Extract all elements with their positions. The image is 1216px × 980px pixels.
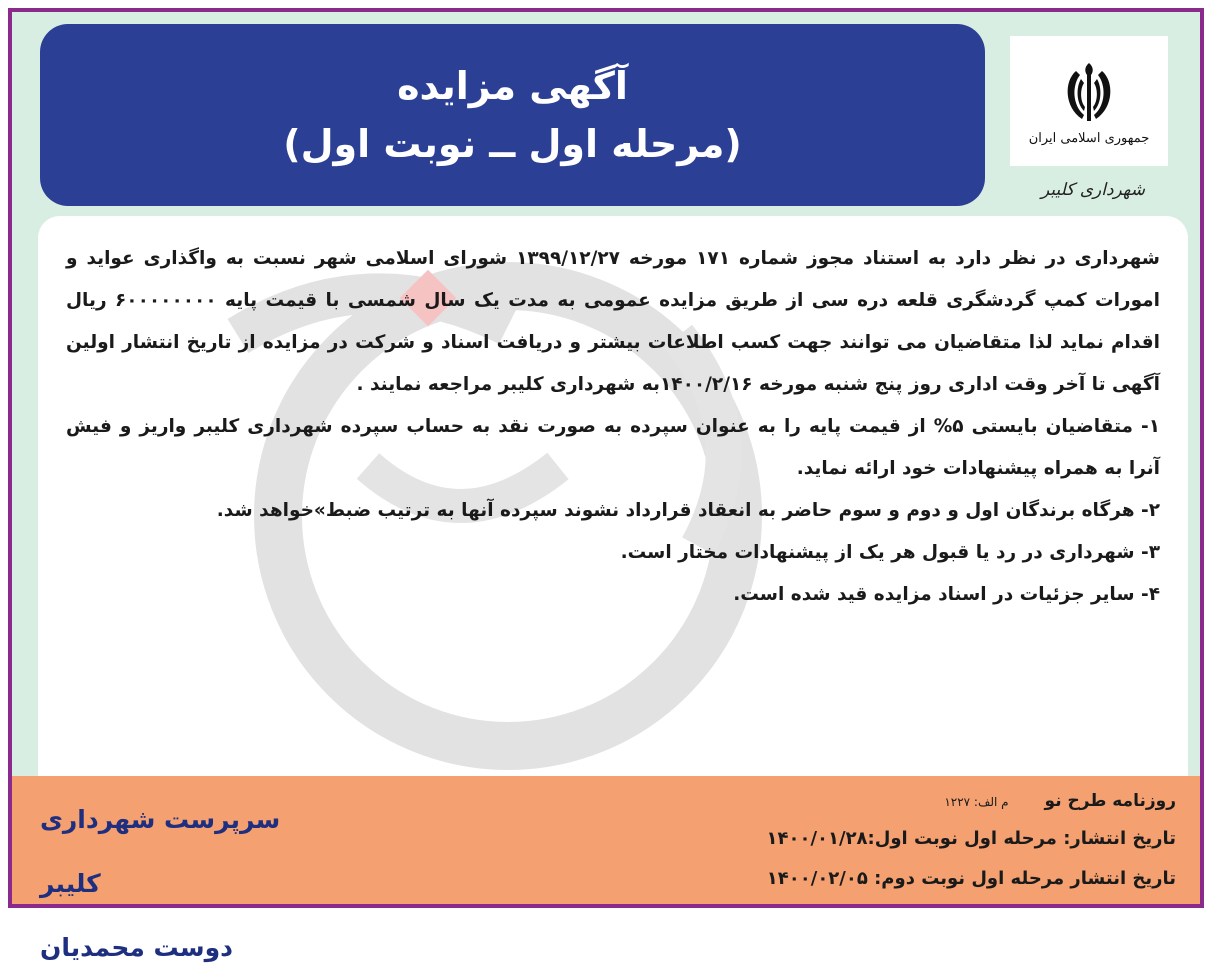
notice-subtitle: (مرحله اول ــ نوبت اول) [283, 122, 742, 166]
publication-date-2: تاریخ انتشار مرحله اول نوبت دوم: ۱۴۰۰/۰۲/۰۵ [766, 868, 1176, 889]
condition-item-3: ۳- شهرداری در رد یا قبول هر یک از پیشنهادات مختار است. [620, 542, 1160, 563]
emblem-caption: جمهوری اسلامی ایران [1028, 130, 1150, 146]
newspaper-line [616, 784, 1176, 819]
publication-info [616, 784, 1176, 899]
license-number: م الف: ۱۲۲۷ [944, 795, 1009, 809]
notice-paragraph: شهرداری در نظر دارد به استناد مجوز شماره ۱۷۱ مورخه ۱۳۹۹/۱۲/۲۷ شورای اسلامی شهر نسبت به واگذاری عواید و امورات کمپ گردشگری قلعه دره سی از طریق مزایده عمومی به مدت یک سال شمسی با قیمت پایه ۶۰۰۰۰۰۰۰۰ ریال اقدام نماید لذا متقاضیان می توانند جهت کسب اطلاعات بیشتر و دریافت اسناد و شرکت در مزایده از تاریخ انتشار اولین آگهی تا آخر وقت اداری روز پنج شنبه مورخه ۱۴۰۰/۲/۱۶به شهرداری کلیبر مراجعه نمایند . [66, 248, 1160, 395]
notice-title: آگهی مزایده [397, 64, 628, 108]
footer-bar [8, 776, 1204, 962]
condition-item-4: ۴- سایر جزئیات در اسناد مزایده قید شده است. [733, 584, 1160, 605]
publication-date-1: تاریخ انتشار: مرحله اول نوبت اول:۱۴۰۰/۰۱/۲۸ [766, 828, 1176, 849]
signer-name: دوست محمدیان [40, 933, 233, 962]
notice-content [66, 238, 1160, 616]
notice-body [38, 216, 1188, 776]
signer-block [40, 788, 340, 980]
newspaper-name: روزنامه طرح نو [1044, 791, 1176, 811]
municipality-name: شهرداری کلیبر [1040, 180, 1146, 200]
emblem-panel [1010, 36, 1168, 166]
condition-item-1: ۱- متقاضیان بایستی ۵% از قیمت پایه را به عنوان سپرده به صورت نقد به حساب سپرده شهرداری کلیبر واریز و فیش آنرا به همراه پیشنهادات خود ارائه نماید. [66, 416, 1161, 479]
condition-item-2: ۲- هرگاه برندگان اول و دوم و سوم حاضر به انعقاد قرارداد نشوند سپرده آنها به ترتیب ضبط»خواهد شد. [216, 500, 1160, 521]
iran-emblem-icon [1054, 57, 1124, 129]
signer-title: سرپرست شهرداری کلیبر [40, 805, 281, 898]
title-banner [40, 24, 985, 206]
